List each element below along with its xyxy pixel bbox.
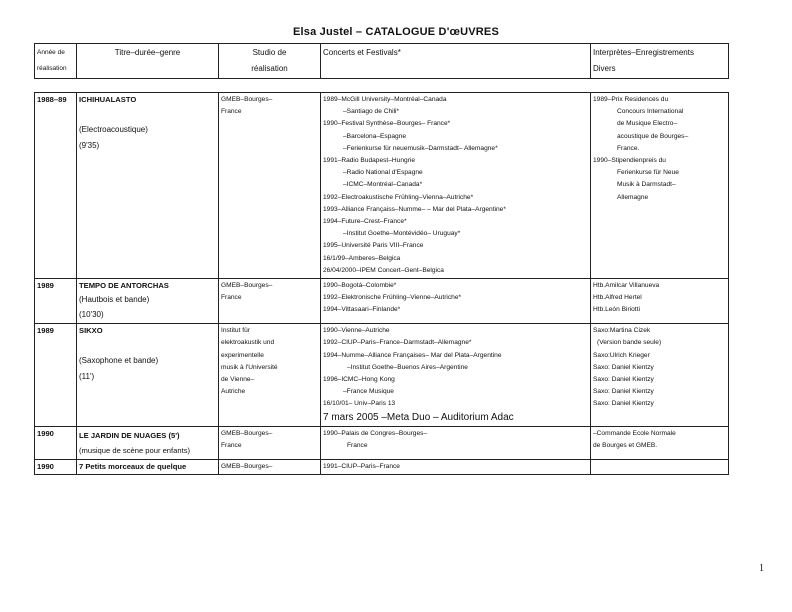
header-year-line1: Année de [37,49,65,56]
concert-line: 1990–Bogotá–Colombie* [323,282,397,290]
studio-line: Institut für [221,327,250,335]
performer-line: (Version bande seule) [597,339,662,347]
performer-line: Musik à Darmstadt– [617,181,676,189]
work-duration: (11') [79,372,95,382]
header-studio-line1: Studio de [252,48,287,57]
header-concerts [321,44,591,79]
year: 1989 [37,281,54,291]
year-cell [35,93,77,279]
concert-line: France [347,441,368,449]
year-cell [35,426,77,459]
concert-line: –ICMC–Montréal–Canada* [343,181,423,189]
year-cell [35,279,77,324]
work-genre: (Saxophone et bande) [79,356,159,366]
concert-line: 1994–Vittasaari–Finlande* [323,306,401,314]
concert-line: 1991–Radio Budapest–Hungrie [323,157,416,165]
header-title [77,44,219,79]
concert-line: –Santiago de Chili* [343,108,400,116]
performer-line: Saxo: Daniel Kientzy [593,363,654,371]
concert-line: 1994–Future–Crest–France* [323,218,407,226]
header-performers-line1: Interprètes–Enregistrements [593,48,694,57]
concert-line: 1990–Palais de Congres–Bourges– [323,429,428,437]
performer-line: Saxo:Ulrich Krieger [593,351,650,359]
performer-line: Saxo: Daniel Kientzy [593,376,654,384]
header-studio [219,44,321,79]
studio-line: elektroakustik und [221,339,275,347]
work-title: ICHIHUALASTO [79,95,137,104]
title-cell [77,324,219,426]
studio-line: France [221,108,242,116]
title-cell [77,93,219,279]
performer-line: Saxo: Daniel Kientzy [593,400,654,408]
header-performers [591,44,729,79]
table-row [35,324,729,426]
performer-line: –Commande Ecole Normale [593,429,676,437]
studio-line: France [221,294,242,302]
studio-line: GMEB–Bourges– [221,429,273,437]
studio-line: France [221,441,242,449]
concert-line: –Barcelona–Espagne [343,132,407,140]
header-studio-line2: réalisation [251,64,288,73]
year-cell [35,324,77,426]
performer-line: Ferienkurse für Neue [617,169,679,177]
concert-line: 1989–McGill University–Montréal–Canada [323,96,447,103]
table-row [35,93,729,279]
year: 1990 [37,428,54,438]
studio-line: GMEB–Bourges– [221,462,273,470]
studio-line: de Vienne– [221,376,255,384]
year: 1989 [37,326,54,336]
concert-line: 26/04/2000–IPEM Concert–Gent–Belgica [323,266,444,274]
work-genre: (Hautbois et bande) [79,295,150,305]
header-performers-line2: Divers [593,64,616,73]
studio-line: musik à l'Université [221,363,278,371]
work-title: SIKXO [79,326,103,336]
studio-line: Autriche [221,388,246,396]
header-concerts-label: Concerts et Festivals* [323,48,401,57]
concert-line: –France Musique [343,388,394,396]
work-genre: (musique de scène pour enfants) [79,445,191,455]
concerts-cell [321,426,591,459]
concerts-cell [321,93,591,279]
performer-line: Htb.Amilcar Villanueva [593,282,660,290]
performer-line: France. [617,144,640,152]
concert-line: 1994–Numme–Alliance Françaises– Mar del Plata–Argentine [323,351,502,359]
concerts-cell [321,459,591,474]
performer-line: Htb.Alfred Hertel [593,294,642,302]
studio-cell [219,93,321,279]
performer-line: acoustique de Bourges– [617,132,689,140]
performer-line: Allemagne [617,193,649,201]
studio-line: GMEB–Bourges– [221,282,273,290]
concert-line: –Institut Goethe–Montévidéo– Uruguay* [343,230,461,238]
performer-line: Htb.León Biriotti [593,306,640,314]
performer-line: Saxo:Martina Cizek [593,327,651,335]
work-duration: (9'35) [79,141,100,151]
performers-cell [591,93,729,279]
concert-line: –Radio National d'Espagne [343,169,423,177]
studio-line: GMEB–Bourges– [221,96,273,103]
header-title-label: Titre–durée–genre [114,48,181,57]
performer-line: de Musique Electro– [617,120,678,128]
performers-cell [591,426,729,459]
work-title: LE JARDIN DE NUAGES (5') [79,430,180,440]
concert-line: 1992–Electroakustische Frühling–Vienna–Autriche* [323,193,474,201]
concert-line: 7 mars 2005 –Meta Duo – Auditorium Adac [323,411,514,423]
concert-line: 1991–CIUP–Paris–France [323,462,400,470]
concert-line: –Institut Goethe–Buenos Aires–Argentine [347,363,468,371]
concert-line: 1992–Elektronische Frühling–Vienne–Autriche* [323,294,462,302]
title-cell [77,459,219,474]
concert-line: –Ferienkurse für neuemusik–Darmstadt– Allemagne* [343,144,498,152]
concert-line: 1990–Vienne–Autriche [323,327,390,335]
performers-cell [591,324,729,426]
work-duration: (10'30) [79,310,104,320]
year: 1990 [37,461,54,471]
concerts-cell [321,279,591,324]
table-row [35,426,729,459]
concert-line: 1993–Alliance Françaiss–Numme– – Mar del Plata–Argentine* [323,205,506,213]
concert-line: 16/10/01– Univ–Paris 13 [323,400,396,408]
performer-line: Concours International [617,108,684,116]
catalogue-table [34,92,729,475]
title-cell [77,279,219,324]
year-cell [35,459,77,474]
concert-line: 1992–CIUP–Paris–France–Darmstadt–Allemagne* [323,339,472,347]
document-title: Elsa Justel – CATALOGUE D'œUVRES [292,26,500,38]
header-table [34,43,729,79]
header-year [35,44,77,79]
concert-line: 1990–Festival Synthèse–Bourges– France* [323,120,451,128]
year: 1988–89 [37,95,67,104]
studio-cell [219,459,321,474]
performers-cell [591,459,729,474]
performer-line: de Bourges et GMEB. [593,441,658,449]
performer-line: 1990–Stipendienpreis du [593,157,666,165]
page-number: 1 [759,563,764,574]
table-row [35,279,729,324]
studio-line: experimentelle [221,351,264,359]
work-genre: (Electroacoustique) [79,125,148,135]
concert-line: 1995–Université Paris VIII–France [323,242,424,250]
work-title: TEMPO DE ANTORCHAS [79,281,169,291]
work-title: 7 Petits morceaux de quelque [79,461,187,471]
header-year-line2: réalisation [37,65,67,72]
concert-line: 1996–ICMC–Hong Kong [323,376,395,384]
studio-cell [219,279,321,324]
title-cell [77,426,219,459]
performers-cell [591,279,729,324]
concert-line: 16/1/99–Amberes–Belgica [323,254,401,262]
table-row [35,459,729,474]
studio-cell [219,426,321,459]
concerts-cell [321,324,591,426]
performer-line: Saxo: Daniel Kientzy [593,388,654,396]
studio-cell [219,324,321,426]
performer-line: 1989–Prix Residences du [593,96,669,103]
